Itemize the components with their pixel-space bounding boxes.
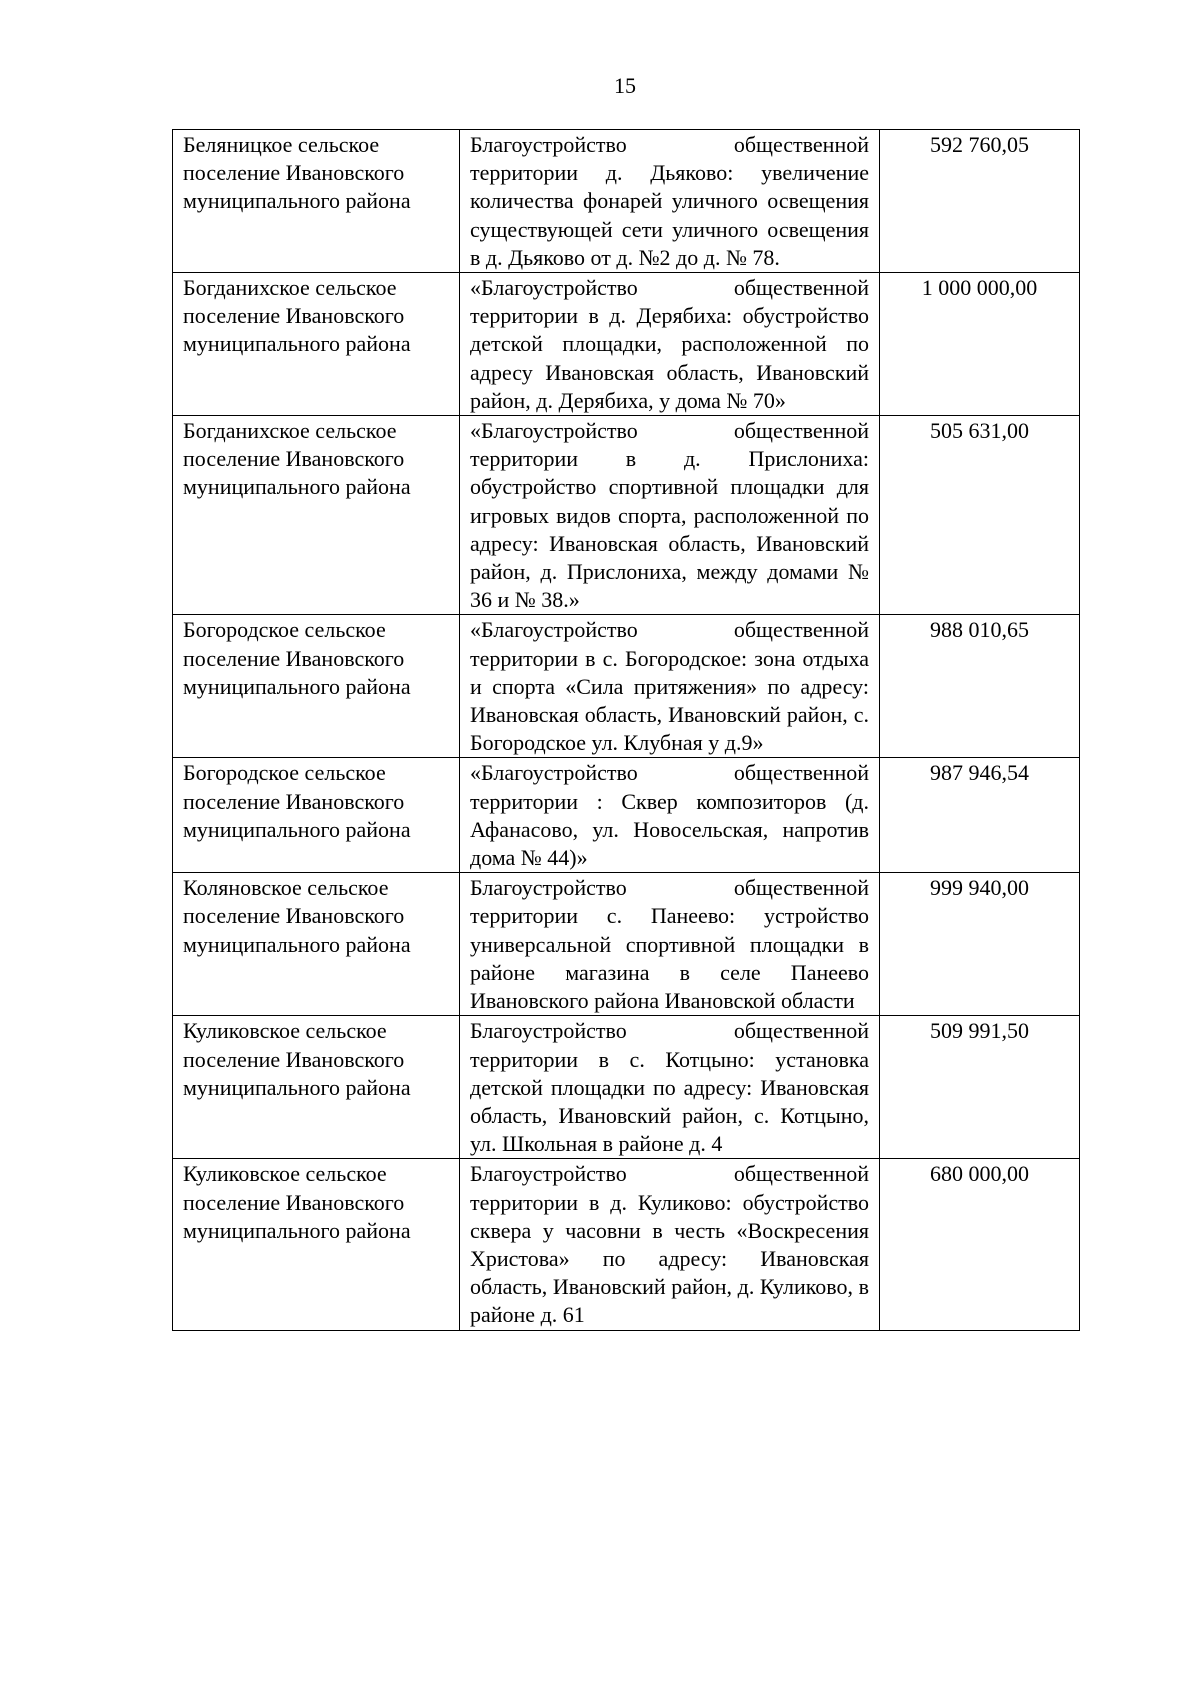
settlement-line: поселение Ивановского (183, 1046, 405, 1072)
settlement-line: поселение Ивановского (183, 788, 405, 814)
table-row (173, 615, 1080, 758)
description-cell: Благоустройство общественной территории д. Дьяково: увеличение количества фонарей уличного освещения существующей сети уличного освещения в д. Дьяково от д. №2 до д. № 78. (460, 130, 880, 273)
amount-cell: 680 000,00 (880, 1159, 1080, 1330)
settlement-line: Богданихское сельское (183, 418, 397, 444)
settlement-line: муниципального района (183, 1217, 411, 1243)
settlement-line: муниципального района (183, 673, 411, 699)
settlement-line: муниципального района (183, 188, 411, 214)
subsidy-table (172, 129, 1080, 1331)
settlement-line: Богородское сельское (183, 760, 386, 786)
settlement-line: муниципального района (183, 474, 411, 500)
settlement-cell (173, 1016, 460, 1159)
amount-cell: 509 991,50 (880, 1016, 1080, 1159)
settlement-cell (173, 615, 460, 758)
description-cell: Благоустройство общественной территории с. Панеево: устройство универсальной спортивной площадки в районе магазина в селе Панеево Ивановского района Ивановской области (460, 873, 880, 1016)
table-row (173, 130, 1080, 273)
settlement-line: муниципального района (183, 1074, 411, 1100)
amount-cell: 592 760,05 (880, 130, 1080, 273)
settlement-line: муниципального района (183, 816, 411, 842)
settlement-line: муниципального района (183, 931, 411, 957)
description-cell: Благоустройство общественной территории в д. Куликово: обустройство сквера у часовни в честь «Воскресения Христова» по адресу: Ивановская область, Ивановский район, д. Куликово, в районе д. 61 (460, 1159, 880, 1330)
settlement-line: Беляницкое сельское (183, 132, 380, 157)
amount-cell: 999 940,00 (880, 873, 1080, 1016)
settlement-line: поселение Ивановского (183, 160, 405, 186)
description-cell: «Благоустройство общественной территории : Сквер композиторов (д. Афанасово, ул. Новосельская, напротив дома № 44)» (460, 758, 880, 873)
description-cell: Благоустройство общественной территории в с. Котцыно: установка детской площадки по адресу: Ивановская область, Ивановский район, с. Котцыно, ул. Школьная в районе д. 4 (460, 1016, 880, 1159)
amount-cell: 1 000 000,00 (880, 273, 1080, 416)
settlement-line: Коляновское сельское (183, 875, 389, 901)
table-row (173, 1159, 1080, 1330)
amount-cell: 987 946,54 (880, 758, 1080, 873)
page-number: 15 (614, 73, 636, 98)
table-row (173, 873, 1080, 1016)
settlement-line: поселение Ивановского (183, 303, 405, 329)
settlement-line: поселение Ивановского (183, 446, 405, 472)
settlement-cell (173, 758, 460, 873)
settlement-line: поселение Ивановского (183, 903, 405, 929)
settlement-cell (173, 273, 460, 416)
amount-cell: 988 010,65 (880, 615, 1080, 758)
table-row (173, 1016, 1080, 1159)
settlement-cell (173, 130, 460, 273)
description-cell: «Благоустройство общественной территории в с. Богородское: зона отдыха и спорта «Сила притяжения» по адресу: Ивановская область, Ивановский район, с. Богородское ул. Клубная у д.9» (460, 615, 880, 758)
amount-cell: 505 631,00 (880, 416, 1080, 615)
description-cell: «Благоустройство общественной территории в д. Дерябиха: обустройство детской площадки, расположенной по адресу Ивановская область, Ивановский район, д. Дерябиха, у дома № 70» (460, 273, 880, 416)
settlement-line: Богданихское сельское (183, 275, 397, 301)
table-body (173, 130, 1080, 1331)
settlement-line: Куликовское сельское (183, 1161, 387, 1187)
settlement-line: поселение Ивановского (183, 645, 405, 671)
settlement-cell (173, 416, 460, 615)
table-row (173, 416, 1080, 615)
description-cell: «Благоустройство общественной территории в д. Прислониха: обустройство спортивной площадки для игровых видов спорта, расположенной по адресу: Ивановская область, Ивановский район, д. Прислониха, между домами № 36 и № 38.» (460, 416, 880, 615)
settlement-line: Богородское сельское (183, 617, 386, 643)
table-row (173, 273, 1080, 416)
settlement-line: поселение Ивановского (183, 1189, 405, 1215)
settlement-line: муниципального района (183, 331, 411, 357)
settlement-line: Куликовское сельское (183, 1018, 387, 1044)
table-row (173, 758, 1080, 873)
settlement-cell (173, 1159, 460, 1330)
settlement-cell (173, 873, 460, 1016)
